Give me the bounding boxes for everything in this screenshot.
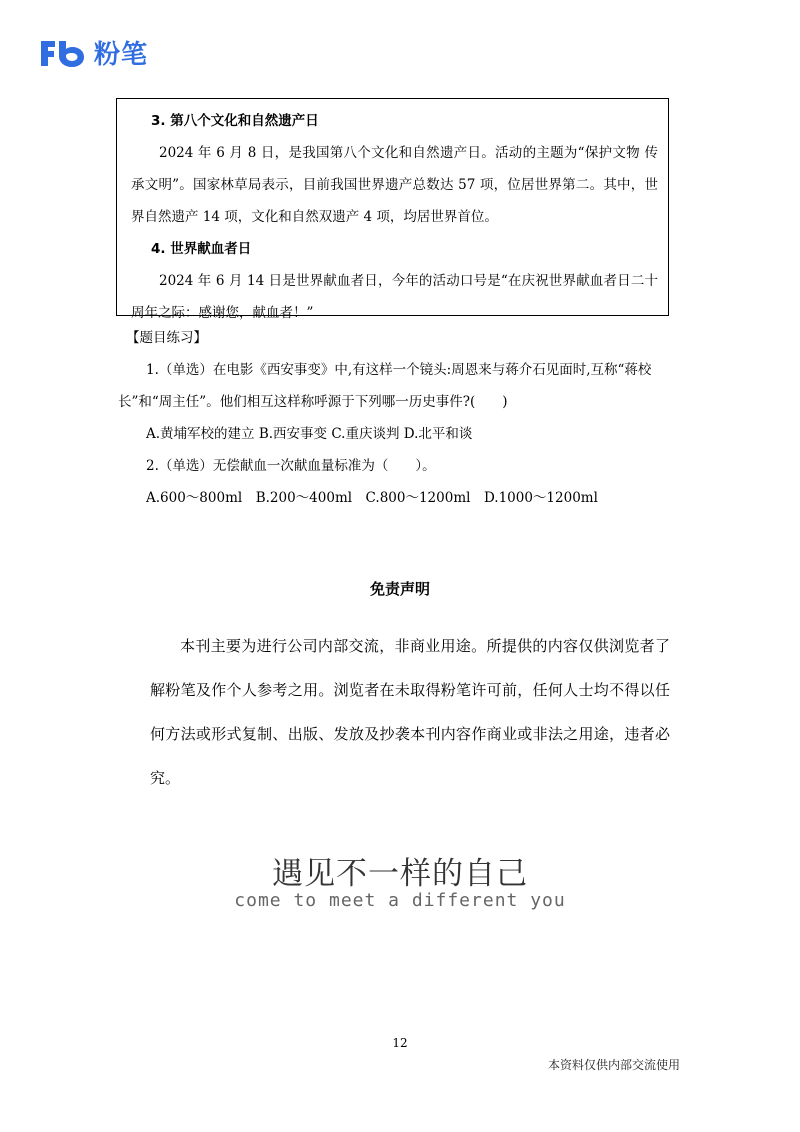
section-4-title: 4. 世界献血者日: [151, 241, 252, 257]
news-box: [116, 98, 669, 321]
brand-logo: [38, 34, 148, 71]
practice-title: 【题目练习】: [126, 330, 207, 346]
question-2: 2.（单选）无偿献血一次献血量标准为（ ）。: [146, 458, 436, 474]
section-3-text: 2024 年 6 月 8 日，是我国第八个文化和自然遗产日。活动的主题为“保护文物 传承文明”。国家林草局表示，目前我国世界遗产总数达 57 项，位居世界第二。其中，世界自然遗产 14 项，文化和自然双遗产 4 项，均居世界首位。: [131, 145, 658, 225]
question-2-options: A.600～800ml B.200～400ml C.800～1200ml D.1000～1200ml: [146, 490, 598, 506]
section-3-title: 3. 第八个文化和自然遗产日: [151, 113, 319, 129]
slogan-english: come to meet a different you: [234, 890, 566, 911]
footer-note: 本资料仅供内部交流使用: [547, 1058, 680, 1072]
slogan-chinese: 遇见不一样的自己: [272, 856, 528, 892]
brand-name: 粉笔: [94, 40, 149, 70]
section-4-text: 2024 年 6 月 14 日是世界献血者日，今年的活动口号是“在庆祝世界献血者日二十周年之际：感谢您，献血者！”: [131, 273, 658, 321]
page-number: 12: [392, 1036, 408, 1050]
question-1-options: A.黄埔军校的建立 B.西安事变 C.重庆谈判 D.北平和谈: [146, 426, 473, 442]
practice-section: [118, 322, 673, 514]
disclaimer-title: 免责声明: [369, 580, 430, 598]
question-1: 1.（单选）在电影《西安事变》中,有这样一个镜头:周恩来与蒋介石见面时,互称“蒋校长”和“周主任”。他们相互这样称呼源于下列哪一历史事件?( ): [118, 362, 652, 410]
disclaimer: [150, 624, 670, 800]
disclaimer-text: 本刊主要为进行公司内部交流，非商业用途。所提供的内容仅供浏览者了解粉笔及作个人参考之用。浏览者在未取得粉笔许可前，任何人士均不得以任何方法或形式复制、出版、发放及抄袭本刊内容作商业或非法之用途，违者必究。: [150, 637, 670, 787]
fenbi-logo-icon: [38, 37, 88, 69]
